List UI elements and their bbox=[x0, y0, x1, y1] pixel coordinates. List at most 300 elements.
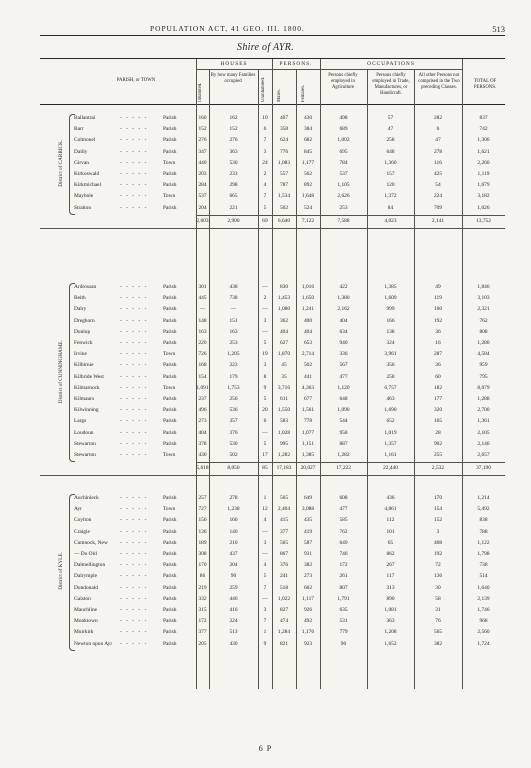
parish-type: Parish bbox=[163, 306, 177, 313]
table-row bbox=[40, 605, 505, 616]
cell-value: 1,151 bbox=[301, 440, 315, 447]
cell-value: 2,626 bbox=[337, 193, 350, 200]
cell-value: 787 bbox=[279, 182, 289, 189]
cell-value: 1,214 bbox=[477, 495, 490, 501]
district-total-row bbox=[40, 216, 505, 227]
leader-dots: - - - - - bbox=[120, 429, 148, 436]
cell-value: — bbox=[262, 551, 268, 557]
table-row bbox=[40, 504, 505, 515]
cell-value: 1,360 bbox=[384, 159, 397, 166]
table-row bbox=[40, 203, 505, 214]
cell-value: 3 bbox=[263, 317, 267, 324]
parish-name: Kilbride West bbox=[74, 373, 104, 380]
cell-value: 635 bbox=[339, 607, 348, 613]
cell-value: — bbox=[262, 284, 268, 290]
cell-value: 1,280 bbox=[477, 340, 490, 346]
cell-value: 624 bbox=[279, 137, 289, 144]
cell-value: 1,080 bbox=[277, 306, 291, 313]
cell-value: 808 bbox=[479, 328, 488, 335]
cell-value: 1,679 bbox=[477, 182, 490, 189]
header-rule bbox=[40, 35, 505, 36]
cell-value: 8 bbox=[263, 373, 267, 380]
parish-name: Newton upon Ayr bbox=[74, 640, 113, 647]
cell-value: 220 bbox=[198, 340, 207, 346]
cell-value: 170 bbox=[433, 495, 443, 501]
cell-value: 2 bbox=[263, 171, 267, 177]
cell-value: 384 bbox=[303, 126, 313, 133]
parish-type: Parish bbox=[163, 317, 177, 324]
cell-value: 140 bbox=[229, 528, 238, 535]
cell-value: 258 bbox=[386, 137, 395, 144]
parish-name: Ballantrai bbox=[74, 115, 96, 121]
leader-dots: - - - - - bbox=[120, 551, 148, 557]
cell-value: 762 bbox=[339, 528, 348, 535]
leader-dots: - - - - - bbox=[120, 115, 148, 121]
cell-value: 377 bbox=[198, 629, 207, 636]
district-brace bbox=[69, 114, 75, 215]
cell-value: 1,453 bbox=[277, 295, 291, 302]
cell-value: 192 bbox=[433, 317, 443, 324]
leader-dots: - - - - - bbox=[120, 607, 148, 613]
cell-value: 665 bbox=[229, 193, 238, 200]
cell-value: 565 bbox=[279, 539, 289, 546]
leader-dots: - - - - - bbox=[120, 573, 148, 580]
cell-value: 2,657 bbox=[477, 452, 490, 458]
parish-name: Irvine bbox=[74, 351, 87, 358]
cell-value: 959 bbox=[479, 362, 488, 369]
parish-name: Dalrymple bbox=[74, 573, 98, 580]
cell-value: 3 bbox=[436, 528, 440, 535]
cell-value: 378 bbox=[198, 440, 207, 447]
cell-value: 807 bbox=[339, 584, 348, 591]
cell-value: 518 bbox=[279, 584, 289, 591]
cell-value: 415 bbox=[279, 517, 289, 524]
parish-type: Parish bbox=[163, 204, 177, 211]
cell-value: 1,361 bbox=[477, 418, 490, 425]
cell-value: 845 bbox=[303, 148, 313, 155]
cell-value: 267 bbox=[386, 562, 395, 569]
cell-value: 738 bbox=[229, 295, 238, 302]
cell-value: 136 bbox=[433, 573, 443, 580]
cell-value: 58 bbox=[435, 595, 441, 602]
cell-value: 1,176 bbox=[301, 629, 315, 636]
cell-value: 742 bbox=[479, 126, 488, 133]
cell-value: 1,081 bbox=[384, 607, 397, 613]
cell-value: 156 bbox=[198, 517, 207, 524]
cell-value: 2,146 bbox=[477, 440, 490, 447]
females-column-header: Females. bbox=[301, 84, 306, 102]
leader-dots: - - - - - bbox=[120, 618, 148, 625]
parish-name: Dalry bbox=[74, 306, 87, 313]
cell-value: 1,561 bbox=[301, 407, 315, 414]
cell-value: 995 bbox=[279, 440, 289, 447]
cell-value: 648 bbox=[386, 148, 395, 155]
cell-value: 4 bbox=[263, 517, 267, 524]
leader-dots: - - - - - bbox=[120, 317, 148, 324]
parish-type: Parish bbox=[163, 418, 177, 425]
parish-name: Kirkmichael bbox=[74, 182, 101, 189]
cell-value: 377 bbox=[279, 528, 289, 535]
parish-type: Parish bbox=[163, 440, 177, 447]
cell-value: 795 bbox=[479, 373, 488, 380]
cell-value: 157 bbox=[386, 171, 395, 177]
leader-dots: - - - - - bbox=[120, 640, 148, 647]
cell-value: 4,584 bbox=[477, 351, 490, 358]
total-cell: 17,222 bbox=[336, 465, 351, 472]
cell-value: 119 bbox=[434, 295, 442, 302]
cell-value: 695 bbox=[339, 148, 348, 155]
cell-value: 1,282 bbox=[277, 452, 291, 458]
cell-value: 587 bbox=[303, 539, 313, 546]
cell-value: 1,022 bbox=[277, 595, 291, 602]
cell-value: 154 bbox=[198, 373, 207, 380]
parish-name: Ayr bbox=[74, 506, 82, 513]
parish-name: Kilmarnock bbox=[74, 384, 100, 391]
parish-type: Parish bbox=[163, 495, 177, 501]
cell-value: 203 bbox=[198, 171, 207, 177]
cell-value: 253 bbox=[339, 204, 348, 211]
cell-value: 958 bbox=[339, 429, 348, 436]
cell-value: 2,105 bbox=[477, 429, 490, 436]
parish-name: Kirkoswald bbox=[74, 171, 100, 177]
cell-value: 404 bbox=[303, 328, 313, 335]
parish-type: Town bbox=[163, 452, 176, 458]
shire-title: Shire of AYR. bbox=[237, 42, 294, 53]
cell-value: 926 bbox=[303, 607, 313, 613]
cell-value: 362 bbox=[279, 317, 289, 324]
cell-value: 233 bbox=[229, 171, 238, 177]
cell-value: 1,724 bbox=[477, 640, 490, 647]
cell-value: 762 bbox=[479, 317, 488, 324]
table-row bbox=[40, 293, 505, 304]
cell-value: 276 bbox=[198, 137, 207, 144]
cell-value: 4,861 bbox=[384, 506, 397, 513]
parish-type: Parish bbox=[163, 396, 177, 402]
cell-value: 382 bbox=[303, 562, 313, 569]
cell-value: — bbox=[262, 306, 268, 313]
parish-name: Beith bbox=[74, 295, 86, 302]
cell-value: 446 bbox=[229, 595, 238, 602]
cell-value: 9 bbox=[263, 640, 267, 647]
leader-dots: - - - - - bbox=[120, 562, 148, 569]
cell-value: 788 bbox=[479, 528, 488, 535]
table-row bbox=[40, 594, 505, 605]
total-cell: 37,190 bbox=[476, 465, 491, 472]
cell-value: 313 bbox=[386, 584, 395, 591]
cell-value: 256 bbox=[229, 396, 238, 402]
cell-value: 422 bbox=[339, 284, 348, 290]
cell-value: 36 bbox=[435, 328, 441, 335]
total-cell: 85 bbox=[262, 465, 268, 472]
cell-value: 170 bbox=[198, 562, 207, 569]
parish-name: Stewarton bbox=[74, 440, 96, 447]
table-row bbox=[40, 372, 505, 383]
cell-value: 726 bbox=[198, 351, 207, 358]
cell-value: 3 bbox=[263, 539, 267, 546]
cell-value: 259 bbox=[229, 584, 238, 591]
leader-dots: - - - - - bbox=[120, 306, 148, 313]
cell-value: 163 bbox=[198, 328, 207, 335]
district-brace bbox=[69, 283, 75, 462]
cell-value: 425 bbox=[433, 171, 443, 177]
occupations-group-header: OCCUPATIONS bbox=[367, 61, 415, 67]
cell-value: 5 bbox=[263, 573, 267, 580]
table-row bbox=[40, 538, 505, 549]
cell-value: 47 bbox=[387, 126, 394, 133]
cell-value: 273 bbox=[198, 418, 207, 425]
cell-value: 162 bbox=[229, 115, 238, 121]
cell-value: 463 bbox=[386, 396, 395, 402]
cell-value: 1,534 bbox=[277, 193, 291, 200]
cell-value: 562 bbox=[303, 171, 313, 177]
parish-type: Parish bbox=[163, 407, 177, 414]
cell-value: 36 bbox=[435, 362, 441, 369]
cell-value: 1,690 bbox=[384, 407, 397, 414]
cell-value: 652 bbox=[386, 418, 395, 425]
cell-value: 3,103 bbox=[477, 295, 490, 302]
cell-value: 514 bbox=[479, 573, 488, 580]
parish-name: Dalmellington bbox=[74, 562, 106, 569]
table-row bbox=[40, 316, 505, 327]
parish-name: Loudoun bbox=[74, 429, 94, 436]
total-cell: 8,050 bbox=[227, 465, 240, 472]
table-row bbox=[40, 571, 505, 582]
leader-dots: - - - - - bbox=[120, 440, 148, 447]
total-column-header: TOTAL OF PERSONS. bbox=[473, 79, 497, 90]
total-cell: 4,023 bbox=[384, 217, 397, 224]
parish-type: Town bbox=[163, 351, 176, 358]
cell-value: 1,238 bbox=[227, 506, 240, 513]
parish-type: Parish bbox=[163, 284, 177, 290]
cell-value: 3 bbox=[263, 362, 267, 369]
table-row bbox=[40, 304, 505, 315]
cell-value: 746 bbox=[339, 551, 348, 557]
table-row bbox=[40, 450, 505, 461]
cell-value: 3,088 bbox=[301, 506, 315, 513]
parish-type: Town bbox=[163, 384, 176, 391]
cell-value: 1,282 bbox=[337, 452, 350, 458]
cell-value: 163 bbox=[229, 328, 238, 335]
cell-value: 677 bbox=[303, 396, 313, 402]
cell-value: 224 bbox=[433, 193, 443, 200]
total-cell: 22,440 bbox=[383, 465, 398, 472]
leader-dots: - - - - - bbox=[120, 351, 148, 358]
cell-value: 1,090 bbox=[337, 407, 350, 414]
total-cell: 2,532 bbox=[431, 465, 445, 472]
cell-value: 648 bbox=[339, 396, 348, 402]
cell-value: 407 bbox=[279, 115, 289, 121]
parish-type: Parish bbox=[163, 629, 177, 636]
cell-value: 2 bbox=[263, 295, 267, 302]
cell-value: 223 bbox=[229, 362, 238, 369]
total-cell: 2,603 bbox=[196, 217, 209, 224]
parish-type: Parish bbox=[163, 528, 177, 535]
cell-value: 498 bbox=[339, 115, 348, 121]
cell-value: 430 bbox=[303, 115, 313, 121]
cell-value: 404 bbox=[339, 317, 348, 324]
cell-value: 1,002 bbox=[337, 137, 350, 144]
leader-dots: - - - - - bbox=[120, 517, 148, 524]
cell-value: 1,652 bbox=[384, 640, 397, 647]
cell-value: 999 bbox=[386, 306, 395, 313]
cell-value: 1,105 bbox=[337, 182, 350, 189]
district-name: District of KYLE. bbox=[58, 552, 64, 591]
cell-value: 536 bbox=[229, 407, 238, 414]
cell-value: 1,870 bbox=[277, 351, 291, 358]
leader-dots: - - - - - bbox=[120, 539, 148, 546]
section-rule bbox=[40, 228, 505, 229]
cell-value: 358 bbox=[279, 126, 289, 133]
total-cell: 5,618 bbox=[196, 465, 209, 472]
cell-value: 530 bbox=[229, 159, 238, 166]
cell-value: 862 bbox=[386, 551, 395, 557]
table-row bbox=[40, 135, 505, 146]
cell-value: 363 bbox=[386, 618, 395, 625]
cell-value: 1,372 bbox=[384, 193, 397, 200]
group-header-rule bbox=[196, 69, 462, 70]
leader-dots: - - - - - bbox=[120, 373, 148, 380]
cell-value: 278 bbox=[229, 495, 238, 501]
cell-value: 2,321 bbox=[477, 306, 490, 313]
cell-value: 1,791 bbox=[337, 595, 350, 602]
parish-name: Craigie bbox=[74, 528, 90, 535]
cell-value: 255 bbox=[433, 452, 443, 458]
table-row bbox=[40, 394, 505, 405]
table-row bbox=[40, 416, 505, 427]
cell-value: 154 bbox=[433, 506, 443, 513]
cell-value: 376 bbox=[279, 562, 289, 569]
leader-dots: - - - - - bbox=[120, 396, 148, 402]
cell-value: 837 bbox=[479, 115, 488, 121]
table-row bbox=[40, 383, 505, 394]
cell-value: 160 bbox=[198, 115, 207, 121]
leader-dots: - - - - - bbox=[120, 362, 148, 369]
parish-name: Dailly bbox=[74, 148, 88, 155]
leader-dots: - - - - - bbox=[120, 126, 148, 133]
parish-name: Auchinleck bbox=[74, 495, 99, 501]
cell-value: 649 bbox=[339, 539, 348, 546]
cell-value: 204 bbox=[229, 562, 238, 569]
cell-value: 204 bbox=[198, 204, 207, 211]
leader-dots: - - - - - bbox=[120, 495, 148, 501]
cell-value: 136 bbox=[198, 528, 207, 535]
cell-value: 1,746 bbox=[477, 607, 490, 613]
cell-value: 152 bbox=[198, 126, 207, 133]
table-row bbox=[40, 147, 505, 158]
cell-value: 76 bbox=[435, 618, 441, 625]
parish-type: Parish bbox=[163, 539, 177, 546]
houses-group-header: HOUSES bbox=[220, 61, 248, 67]
cell-value: 477 bbox=[339, 373, 348, 380]
parish-type: Parish bbox=[163, 595, 177, 602]
leader-dots: - - - - - bbox=[120, 328, 148, 335]
cell-value: 120 bbox=[386, 182, 395, 189]
uninhabited-column-header: Uninhabited. bbox=[261, 77, 266, 102]
cell-value: — bbox=[262, 429, 268, 436]
cell-value: 1,208 bbox=[384, 629, 397, 636]
table-row bbox=[40, 639, 505, 650]
leader-dots: - - - - - bbox=[120, 407, 148, 414]
cell-value: 602 bbox=[303, 584, 313, 591]
parish-type: Parish bbox=[163, 517, 177, 524]
leader-dots: - - - - - bbox=[120, 182, 148, 189]
cell-value: 2,260 bbox=[477, 159, 490, 166]
cell-value: 4 bbox=[263, 562, 267, 569]
cell-value: 1,648 bbox=[301, 193, 315, 200]
cell-value: 1,028 bbox=[277, 429, 291, 436]
cell-value: 4,363 bbox=[301, 384, 315, 391]
cell-value: 224 bbox=[229, 618, 238, 625]
cell-value: 709 bbox=[433, 204, 443, 211]
cell-value: 784 bbox=[339, 159, 348, 166]
leader-dots: - - - - - bbox=[120, 506, 148, 513]
leader-dots: - - - - - bbox=[120, 295, 148, 302]
table-row bbox=[40, 113, 505, 124]
parish-type: Parish bbox=[163, 573, 177, 580]
cell-value: 1,019 bbox=[384, 429, 397, 436]
cell-value: 416 bbox=[229, 607, 238, 613]
cell-value: 10 bbox=[262, 115, 268, 121]
cell-value: 1,120 bbox=[337, 384, 350, 391]
table-row bbox=[40, 124, 505, 135]
table-row bbox=[40, 405, 505, 416]
cell-value: 1 bbox=[263, 629, 267, 636]
cell-value: 7 bbox=[263, 584, 267, 591]
parish-name: Ardrossan bbox=[74, 284, 97, 290]
cell-value: 278 bbox=[433, 148, 443, 155]
cell-value: 440 bbox=[198, 159, 207, 166]
cell-value: 1,846 bbox=[477, 284, 490, 290]
total-cell: 13,752 bbox=[476, 217, 491, 224]
cell-value: 830 bbox=[279, 284, 289, 290]
cell-value: 363 bbox=[229, 148, 238, 155]
cell-value: 3 bbox=[263, 607, 267, 613]
parish-type: Parish bbox=[163, 562, 177, 569]
district-name: District of CARRICK. bbox=[58, 139, 64, 187]
cell-value: 276 bbox=[229, 137, 238, 144]
parish-name: Dreghorn bbox=[74, 317, 95, 324]
cell-value: 35 bbox=[281, 373, 287, 380]
cell-value: 430 bbox=[229, 640, 238, 647]
table-row bbox=[40, 169, 505, 180]
cell-value: 968 bbox=[479, 618, 488, 625]
table-row bbox=[40, 493, 505, 504]
table-row bbox=[40, 338, 505, 349]
cell-value: 182 bbox=[433, 384, 443, 391]
cell-value: 5,492 bbox=[477, 506, 490, 513]
cell-value: 890 bbox=[386, 595, 395, 602]
table-row bbox=[40, 527, 505, 538]
table-row bbox=[40, 180, 505, 191]
cell-value: 530 bbox=[229, 440, 238, 447]
table-row bbox=[40, 560, 505, 571]
parish-type: Parish bbox=[163, 584, 177, 591]
cell-value: 65 bbox=[387, 539, 394, 546]
cell-value: 727 bbox=[198, 506, 207, 513]
parish-name: Coylton bbox=[74, 517, 92, 524]
district-total-row bbox=[40, 463, 505, 474]
parish-name: Straiton bbox=[74, 204, 92, 211]
cell-value: 57 bbox=[387, 115, 394, 121]
cell-value: 257 bbox=[198, 495, 207, 501]
cell-value: 7 bbox=[263, 193, 267, 200]
printer-signature: 6 P bbox=[258, 744, 273, 753]
parish-name: Maybole bbox=[74, 193, 94, 200]
cell-value: 357 bbox=[229, 418, 238, 425]
cell-value: 2,714 bbox=[301, 351, 315, 358]
cell-value: 776 bbox=[279, 148, 289, 155]
cell-value: 931 bbox=[303, 551, 313, 557]
